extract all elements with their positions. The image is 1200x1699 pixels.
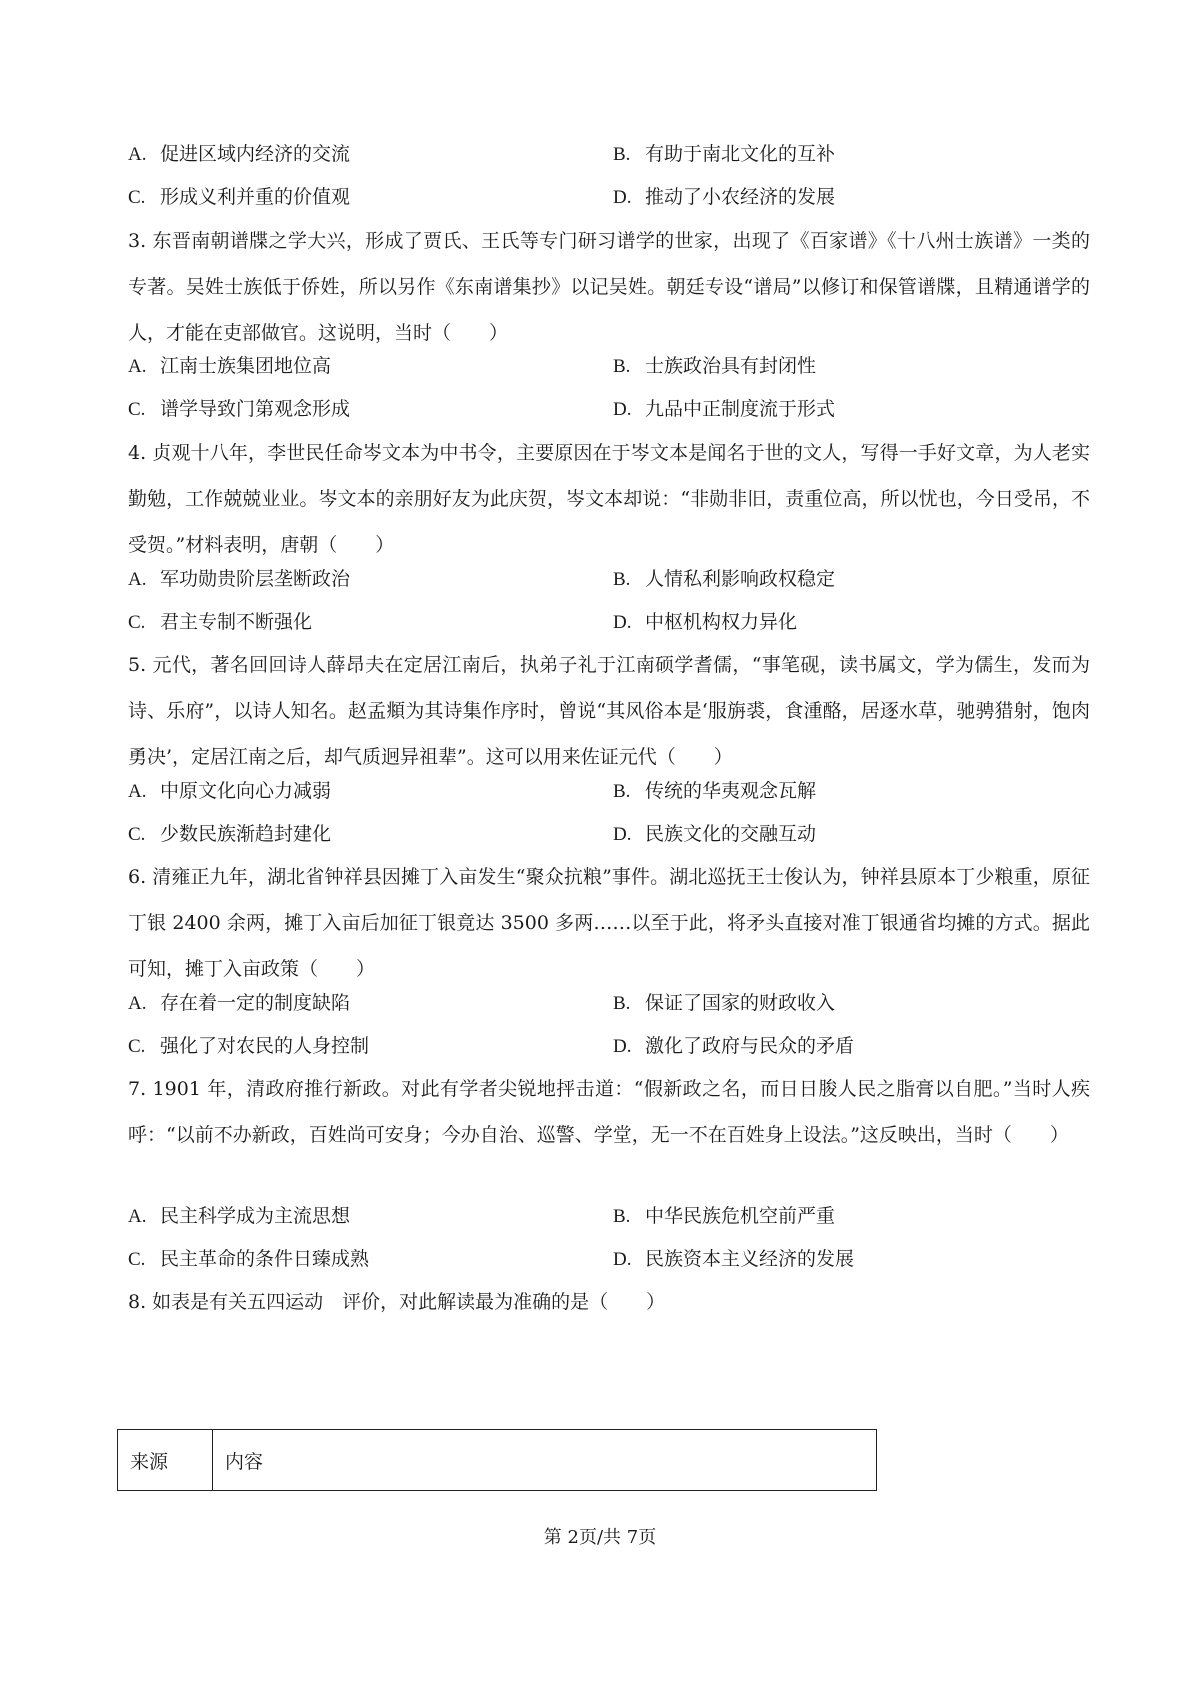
q2-option-d[interactable]: D. 推动了小农经济的发展 (613, 186, 836, 208)
table-header-content: 内容 (213, 1430, 877, 1491)
q3-option-b[interactable]: B. 士族政治具有封闭性 (613, 355, 817, 377)
q2-option-b[interactable]: B. 有助于南北文化的互补 (613, 143, 836, 165)
q6-option-a[interactable]: A. 存在着一定的制度缺陷 (128, 992, 351, 1014)
q4-stem: 4. 贞观十八年，李世民任命岑文本为中书令，主要原因在于岑文本是闻名于世的文人，写得一手好文章，为人老实勤勉，工作兢兢业业。岑文本的亲朋好友为此庆贺，岑文本却说：“非勋非旧，责重位高，所以忧也，今日受吊，不受贺。”材料表明，唐朝（ ） (128, 442, 1090, 556)
q3-option-a[interactable]: A. 江南士族集团地位高 (128, 355, 332, 377)
q7-option-c[interactable]: C. 民主革命的条件日臻成熟 (128, 1248, 370, 1270)
q6-option-c[interactable]: C. 强化了对农民的人身控制 (128, 1035, 370, 1057)
q3-stem: 3. 东晋南朝谱牒之学大兴，形成了贾氏、王氏等专门研习谱学的世家，出现了《百家谱》《十八州士族谱》一类的专著。吴姓士族低于侨姓，所以另作《东南谱集抄》以记吴姓。朝廷专设“谱局”以修订和保管谱牒，且精通谱学的人，才能在吏部做官。这说明，当时（ ） (128, 230, 1090, 344)
q8-stem: 8. 如表是有关五四运动 评价，对此解读最为准确的是（ ） (128, 1291, 666, 1313)
page-number-footer: 第 2页/共 7页 (543, 1527, 657, 1548)
q7-option-a[interactable]: A. 民主科学成为主流思想 (128, 1205, 351, 1227)
table-header-source: 来源 (118, 1430, 213, 1491)
source-table (117, 1429, 877, 1491)
q5-option-b[interactable]: B. 传统的华夷观念瓦解 (613, 780, 817, 802)
q3-option-c[interactable]: C. 谱学导致门第观念形成 (128, 398, 351, 420)
q5-stem: 5. 元代，著名回回诗人薛昂夫在定居江南后，执弟子礼于江南硕学耆儒，“事笔砚，读书属文，学为儒生，发而为诗、乐府”，以诗人知名。赵孟頫为其诗集作序时，曾说“其风俗本是‘服旃裘，食湩酪，居逐水草，驰骋猎射，饱肉勇决’，定居江南之后，却气质迥异祖辈”。这可以用来佐证元代（ ） (128, 654, 1090, 768)
q6-option-b[interactable]: B. 保证了国家的财政收入 (613, 992, 836, 1014)
q7-option-d[interactable]: D. 民族资本主义经济的发展 (613, 1248, 855, 1270)
q6-option-d[interactable]: D. 激化了政府与民众的矛盾 (613, 1035, 855, 1057)
q2-option-a[interactable]: A. 促进区域内经济的交流 (128, 143, 351, 165)
q4-option-b[interactable]: B. 人情私利影响政权稳定 (613, 568, 836, 590)
q7-stem: 7. 1901 年，清政府推行新政。对此有学者尖锐地抨击道：“假新政之名，而日日朘人民之脂膏以自肥。”当时人疾呼：“以前不办新政，百姓尚可安身；今办自治、巡警、学堂，无一不在百姓身上设法。”这反映出，当时（ ） (128, 1078, 1090, 1146)
q4-option-d[interactable]: D. 中枢机构权力异化 (613, 611, 798, 633)
q5-option-c[interactable]: C. 少数民族渐趋封建化 (128, 823, 332, 845)
q2-option-c[interactable]: C. 形成义利并重的价值观 (128, 186, 351, 208)
q7-option-b[interactable]: B. 中华民族危机空前严重 (613, 1205, 836, 1227)
q5-option-a[interactable]: A. 中原文化向心力减弱 (128, 780, 332, 802)
table-header-row (118, 1430, 877, 1491)
q3-option-d[interactable]: D. 九品中正制度流于形式 (613, 398, 836, 420)
q4-option-a[interactable]: A. 军功勋贵阶层垄断政治 (128, 568, 351, 590)
q6-stem: 6. 清雍正九年，湖北省钟祥县因摊丁入亩发生“聚众抗粮”事件。湖北巡抚王士俊认为，钟祥县原本丁少粮重，原征丁银 2400 余两，摊丁入亩后加征丁银竟达 3500 多两……以至于此，将矛头直接对准丁银通省均摊的方式。据此可知，摊丁入亩政策（ ） (128, 866, 1090, 980)
q4-option-c[interactable]: C. 君主专制不断强化 (128, 611, 313, 633)
q5-option-d[interactable]: D. 民族文化的交融互动 (613, 823, 817, 845)
